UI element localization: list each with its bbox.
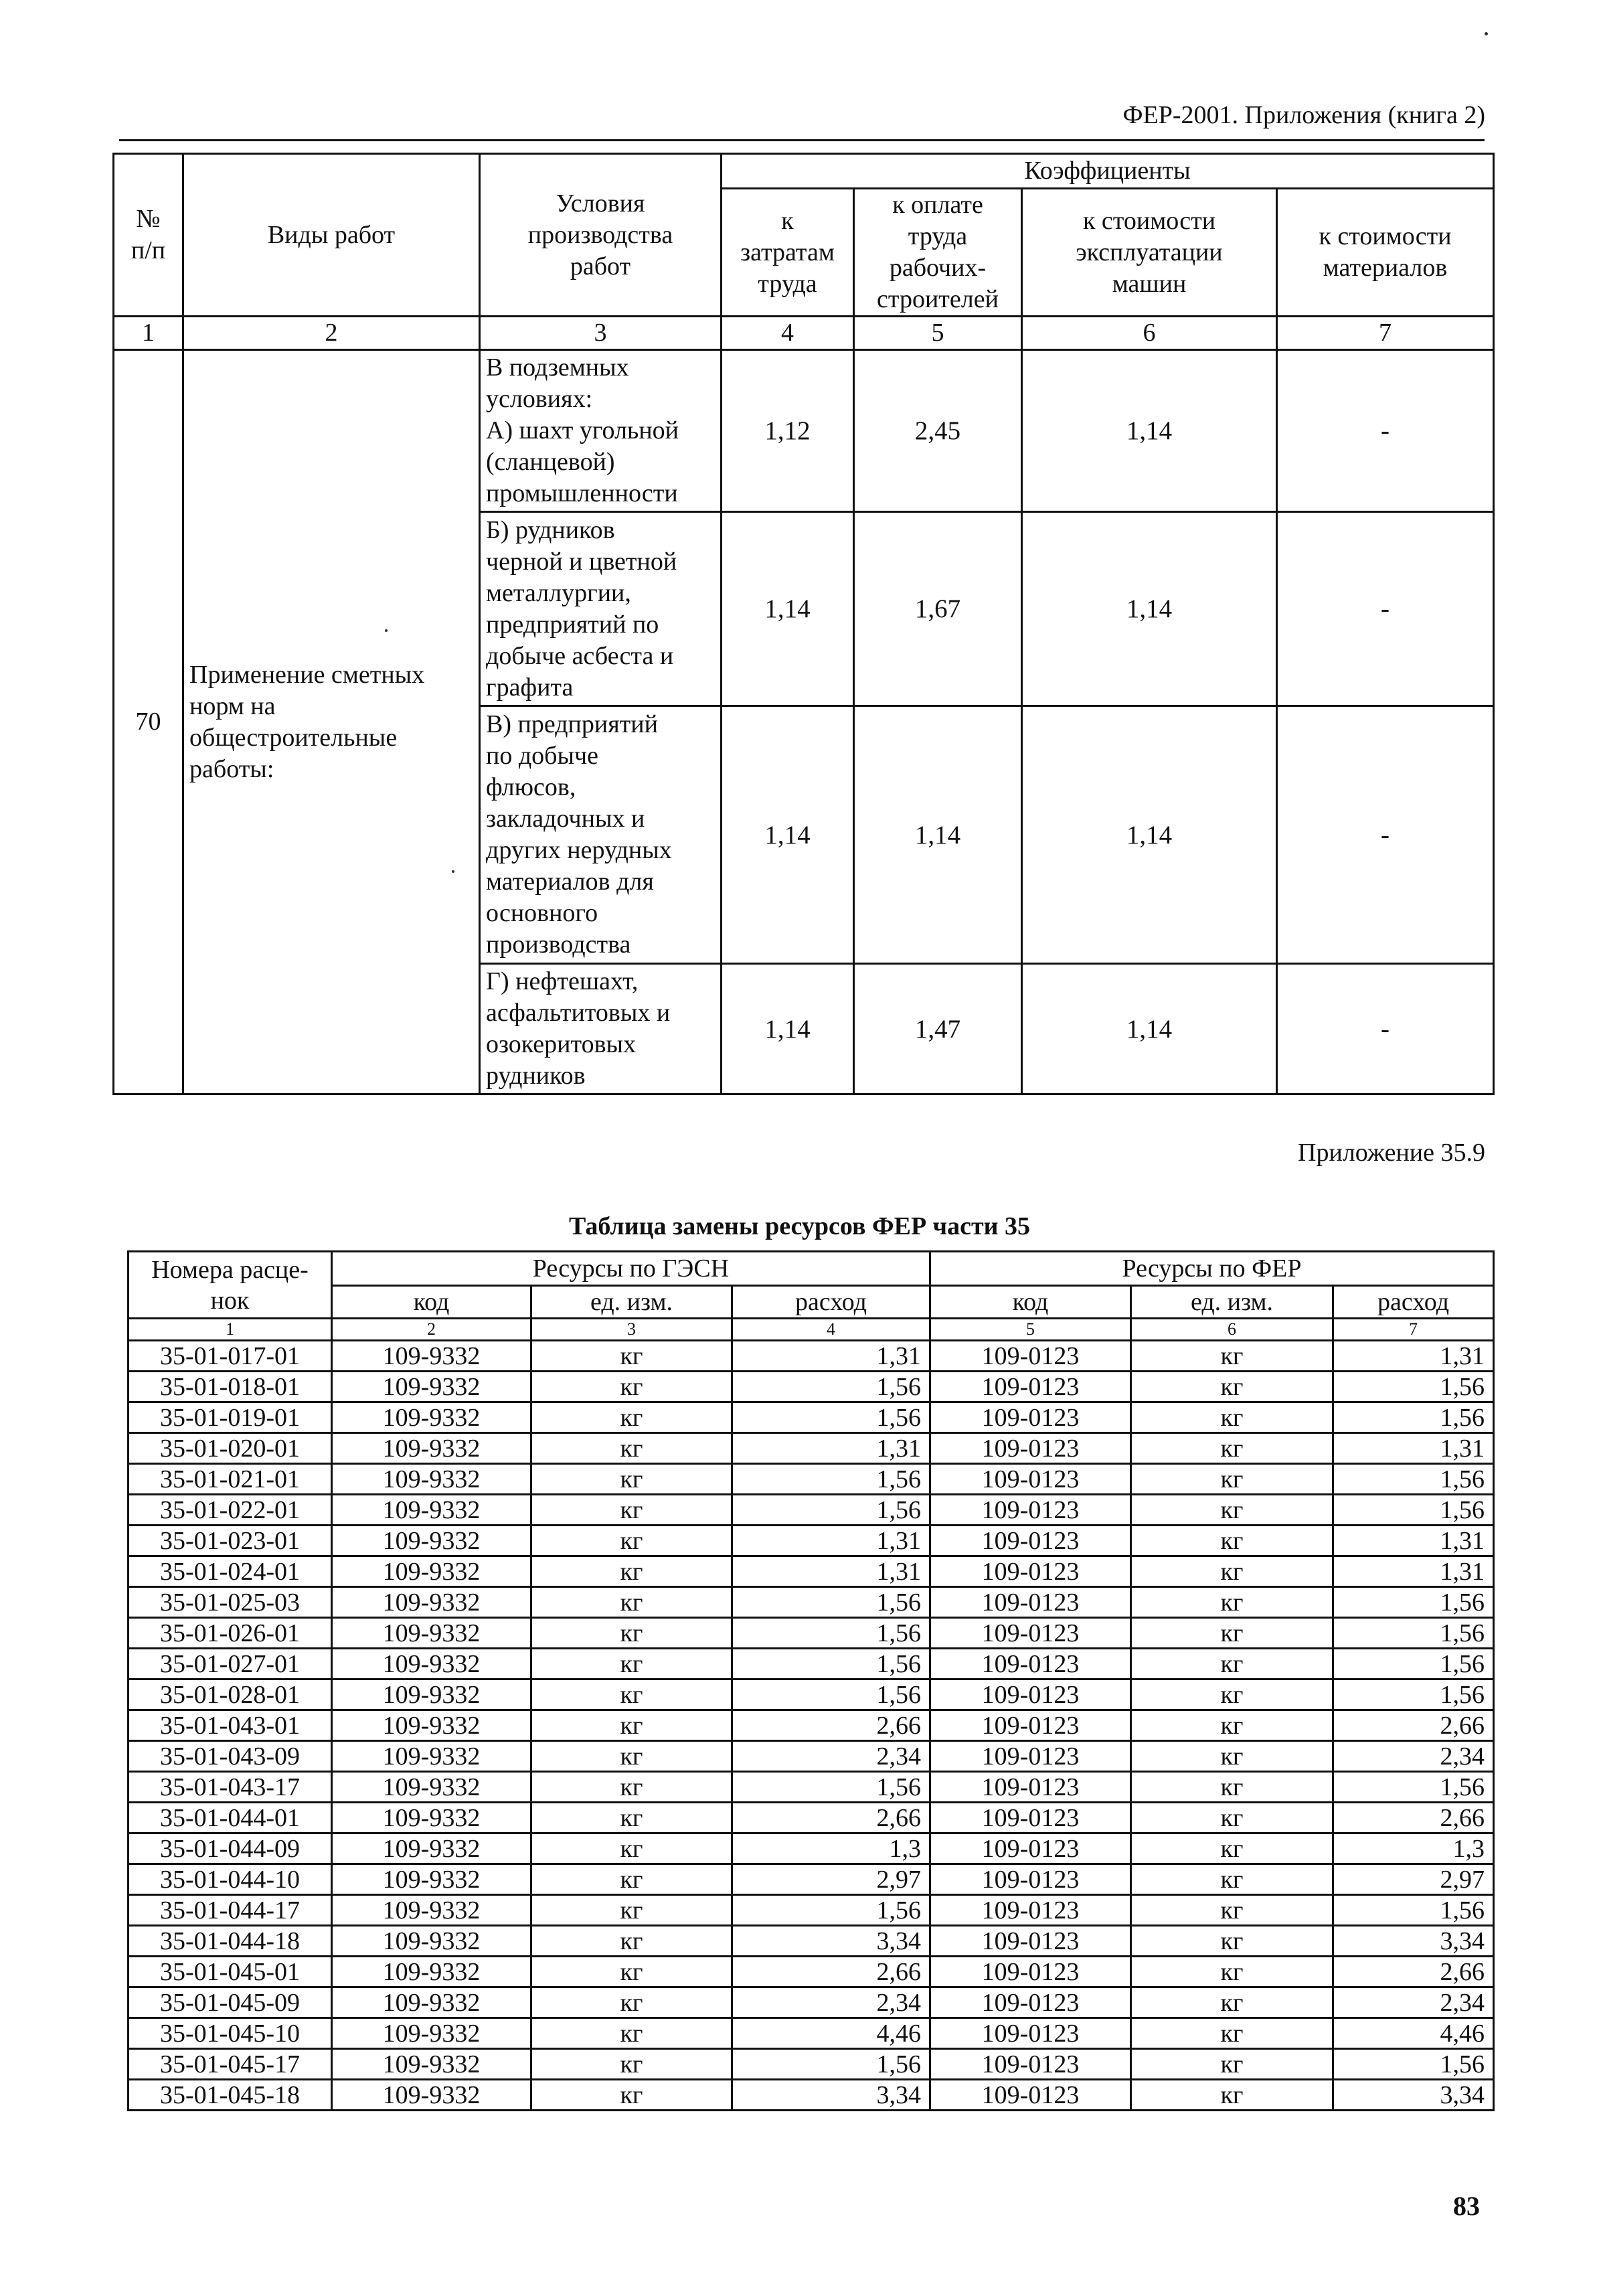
table-row: [129, 1895, 1494, 1926]
fer-unit: кг: [1131, 1772, 1333, 1803]
rate-number: 35-01-027-01: [129, 1649, 332, 1679]
fer-unit: кг: [1131, 1649, 1333, 1679]
fer-consumption: 1,56: [1333, 1618, 1494, 1649]
gesn-code: 109-9332: [332, 1957, 531, 1987]
gesn-code: 109-9332: [332, 1556, 531, 1587]
fer-code: 109-0123: [930, 1679, 1131, 1710]
gesn-unit: кг: [531, 1895, 732, 1926]
fer-unit: кг: [1131, 2018, 1333, 2049]
colnum: 4: [722, 317, 854, 350]
fer-unit: кг: [1131, 1341, 1333, 1372]
fer-code: 109-0123: [930, 1618, 1131, 1649]
fer-code: 109-0123: [930, 1495, 1131, 1526]
res-header-row: [129, 1252, 1494, 1286]
res-subheader-row: [129, 1286, 1494, 1319]
gesn-consumption: 4,46: [732, 2018, 930, 2049]
gesn-consumption: 1,56: [732, 1772, 930, 1803]
fer-unit: кг: [1131, 1556, 1333, 1587]
rate-number: 35-01-045-18: [129, 2080, 332, 2111]
coef-machines: 1,14: [1022, 964, 1277, 1094]
table-row: [129, 1372, 1494, 1402]
fer-consumption: 1,56: [1333, 1464, 1494, 1495]
header-gesn-consumption: расход: [732, 1286, 930, 1319]
fer-unit: кг: [1131, 1741, 1333, 1772]
fer-consumption: 2,66: [1333, 1710, 1494, 1741]
rate-number: 35-01-044-17: [129, 1895, 332, 1926]
gesn-code: 109-9332: [332, 1833, 531, 1864]
table-row: [129, 1341, 1494, 1372]
table-row: [129, 1679, 1494, 1710]
header-labor: к затратам труда: [722, 189, 854, 317]
fer-consumption: 1,56: [1333, 1649, 1494, 1679]
fer-code: 109-0123: [930, 1587, 1131, 1618]
fer-code: 109-0123: [930, 1433, 1131, 1464]
colnum: 1: [114, 317, 183, 350]
fer-unit: кг: [1131, 1372, 1333, 1402]
scan-speck: [1485, 32, 1488, 35]
colnum: 4: [732, 1319, 930, 1341]
fer-unit: кг: [1131, 1833, 1333, 1864]
table-row: [129, 1433, 1494, 1464]
gesn-unit: кг: [531, 2018, 732, 2049]
gesn-consumption: 1,31: [732, 1526, 930, 1556]
table-row: [129, 1618, 1494, 1649]
rate-number: 35-01-019-01: [129, 1402, 332, 1433]
appendix-label: Приложение 35.9: [1298, 1139, 1485, 1167]
rate-number: 35-01-023-01: [129, 1526, 332, 1556]
gesn-unit: кг: [531, 1741, 732, 1772]
page-number: 83: [1453, 2191, 1480, 2221]
gesn-code: 109-9332: [332, 1341, 531, 1372]
gesn-unit: кг: [531, 1433, 732, 1464]
fer-code: 109-0123: [930, 1649, 1131, 1679]
gesn-consumption: 2,34: [732, 1987, 930, 2018]
rate-number: 35-01-044-10: [129, 1864, 332, 1895]
gesn-consumption: 1,56: [732, 1649, 930, 1679]
rate-number: 35-01-017-01: [129, 1341, 332, 1372]
table-row: [129, 1526, 1494, 1556]
table-row: [129, 1495, 1494, 1526]
gesn-consumption: 3,34: [732, 1926, 930, 1957]
fer-code: 109-0123: [930, 1803, 1131, 1833]
gesn-code: 109-9332: [332, 1526, 531, 1556]
gesn-unit: кг: [531, 1372, 732, 1402]
rate-number: 35-01-020-01: [129, 1433, 332, 1464]
table-row: [129, 1587, 1494, 1618]
coef-machines: 1,14: [1022, 350, 1277, 512]
gesn-unit: кг: [531, 1679, 732, 1710]
gesn-code: 109-9332: [332, 1433, 531, 1464]
gesn-consumption: 2,66: [732, 1803, 930, 1833]
fer-consumption: 3,34: [1333, 1926, 1494, 1957]
header-fer-code: код: [930, 1286, 1131, 1319]
fer-code: 109-0123: [930, 2049, 1131, 2080]
coef-materials: -: [1277, 512, 1494, 706]
table-row: [129, 1833, 1494, 1864]
coef-labor: 1,14: [722, 512, 854, 706]
colnum: 6: [1022, 317, 1277, 350]
res-column-numbers: [129, 1319, 1494, 1341]
fer-unit: кг: [1131, 1495, 1333, 1526]
coef-labor: 1,14: [722, 706, 854, 964]
gesn-unit: кг: [531, 2049, 732, 2080]
gesn-consumption: 1,3: [732, 1833, 930, 1864]
fer-code: 109-0123: [930, 1464, 1131, 1495]
gesn-consumption: 1,56: [732, 1679, 930, 1710]
gesn-unit: кг: [531, 1526, 732, 1556]
fer-consumption: 2,66: [1333, 1803, 1494, 1833]
fer-consumption: 1,56: [1333, 1402, 1494, 1433]
fer-consumption: 1,56: [1333, 1772, 1494, 1803]
fer-consumption: 1,31: [1333, 1526, 1494, 1556]
header-rule: [119, 139, 1485, 141]
gesn-unit: кг: [531, 1987, 732, 2018]
gesn-code: 109-9332: [332, 1926, 531, 1957]
header-fer-consumption: расход: [1333, 1286, 1494, 1319]
gesn-code: 109-9332: [332, 1741, 531, 1772]
fer-unit: кг: [1131, 1710, 1333, 1741]
header-materials: к стоимости материалов: [1277, 189, 1494, 317]
colnum: 7: [1277, 317, 1494, 350]
header-wages: к оплате труда рабочих- строителей: [854, 189, 1022, 317]
res-body: [129, 1341, 1494, 2111]
gesn-unit: кг: [531, 1402, 732, 1433]
gesn-code: 109-9332: [332, 1649, 531, 1679]
coef-column-numbers: [114, 317, 1494, 350]
gesn-code: 109-9332: [332, 1710, 531, 1741]
fer-code: 109-0123: [930, 1833, 1131, 1864]
table-row: [129, 1926, 1494, 1957]
scan-speck: [452, 870, 454, 873]
gesn-code: 109-9332: [332, 1895, 531, 1926]
rate-number: 35-01-021-01: [129, 1464, 332, 1495]
fer-code: 109-0123: [930, 1741, 1131, 1772]
running-head: ФЕР-2001. Приложения (книга 2): [1122, 101, 1485, 129]
gesn-code: 109-9332: [332, 1372, 531, 1402]
rate-number: 35-01-045-09: [129, 1987, 332, 2018]
rate-number: 35-01-022-01: [129, 1495, 332, 1526]
rate-number: 35-01-018-01: [129, 1372, 332, 1402]
fer-code: 109-0123: [930, 1987, 1131, 2018]
coef-labor: 1,14: [722, 964, 854, 1094]
fer-consumption: 1,31: [1333, 1556, 1494, 1587]
gesn-unit: кг: [531, 1864, 732, 1895]
fer-consumption: 4,46: [1333, 2018, 1494, 2049]
coef-header-row: [114, 154, 1494, 189]
coef-wages: 1,14: [854, 706, 1022, 964]
fer-consumption: 1,56: [1333, 1495, 1494, 1526]
fer-consumption: 1,56: [1333, 1587, 1494, 1618]
fer-code: 109-0123: [930, 1772, 1131, 1803]
fer-code: 109-0123: [930, 1372, 1131, 1402]
coef-materials: -: [1277, 706, 1494, 964]
gesn-unit: кг: [531, 1464, 732, 1495]
gesn-code: 109-9332: [332, 1464, 531, 1495]
rate-number: 35-01-043-01: [129, 1710, 332, 1741]
coef-row: [114, 350, 1494, 512]
colnum: 2: [183, 317, 480, 350]
fer-consumption: 3,34: [1333, 2080, 1494, 2111]
header-gesn-unit: ед. изм.: [531, 1286, 732, 1319]
fer-code: 109-0123: [930, 2018, 1131, 2049]
fer-consumption: 2,97: [1333, 1864, 1494, 1895]
gesn-consumption: 1,31: [732, 1341, 930, 1372]
gesn-consumption: 1,56: [732, 1464, 930, 1495]
gesn-consumption: 1,56: [732, 1895, 930, 1926]
condition-text: В) предприятий по добыче флюсов, закладочных и других нерудных материалов для основного производства: [480, 706, 722, 964]
header-no: № п/п: [114, 154, 183, 317]
table-row: [129, 2049, 1494, 2080]
item-number: 70: [114, 350, 183, 1094]
header-gesn-code: код: [332, 1286, 531, 1319]
fer-consumption: 1,56: [1333, 1372, 1494, 1402]
coefficients-table: [112, 153, 1495, 1095]
table-title: Таблица замены ресурсов ФЕР части 35: [568, 1212, 1031, 1240]
fer-unit: кг: [1131, 1679, 1333, 1710]
gesn-code: 109-9332: [332, 1864, 531, 1895]
fer-consumption: 1,31: [1333, 1341, 1494, 1372]
coef-machines: 1,14: [1022, 512, 1277, 706]
colnum: 3: [531, 1319, 732, 1341]
fer-code: 109-0123: [930, 1710, 1131, 1741]
coef-materials: -: [1277, 350, 1494, 512]
rate-number: 35-01-026-01: [129, 1618, 332, 1649]
gesn-unit: кг: [531, 1618, 732, 1649]
colnum: 5: [930, 1319, 1131, 1341]
gesn-unit: кг: [531, 1341, 732, 1372]
coef-materials: -: [1277, 964, 1494, 1094]
rate-number: 35-01-045-10: [129, 2018, 332, 2049]
table-row: [129, 1957, 1494, 1987]
table-row: [129, 1741, 1494, 1772]
header-fer: Ресурсы по ФЕР: [930, 1252, 1494, 1286]
fer-unit: кг: [1131, 1587, 1333, 1618]
fer-unit: кг: [1131, 1864, 1333, 1895]
rate-number: 35-01-044-18: [129, 1926, 332, 1957]
condition-text: Б) рудников черной и цветной металлургии, предприятий по добыче асбеста и графита: [480, 512, 722, 706]
gesn-unit: кг: [531, 1587, 732, 1618]
gesn-unit: кг: [531, 1649, 732, 1679]
gesn-unit: кг: [531, 1803, 732, 1833]
gesn-code: 109-9332: [332, 1402, 531, 1433]
gesn-consumption: 2,66: [732, 1957, 930, 1987]
table-row: [129, 1864, 1494, 1895]
colnum: 1: [129, 1319, 332, 1341]
coef-wages: 1,67: [854, 512, 1022, 706]
fer-unit: кг: [1131, 1987, 1333, 2018]
fer-unit: кг: [1131, 1433, 1333, 1464]
gesn-code: 109-9332: [332, 1803, 531, 1833]
fer-consumption: 2,34: [1333, 1741, 1494, 1772]
gesn-unit: кг: [531, 1495, 732, 1526]
coef-wages: 1,47: [854, 964, 1022, 1094]
gesn-consumption: 2,66: [732, 1710, 930, 1741]
rate-number: 35-01-043-09: [129, 1741, 332, 1772]
gesn-consumption: 1,56: [732, 2049, 930, 2080]
colnum: 2: [332, 1319, 531, 1341]
gesn-code: 109-9332: [332, 2080, 531, 2111]
colnum: 7: [1333, 1319, 1494, 1341]
fer-unit: кг: [1131, 1464, 1333, 1495]
rate-number: 35-01-028-01: [129, 1679, 332, 1710]
gesn-consumption: 1,31: [732, 1556, 930, 1587]
gesn-consumption: 1,31: [732, 1433, 930, 1464]
table-row: [129, 1402, 1494, 1433]
fer-consumption: 1,56: [1333, 2049, 1494, 2080]
gesn-unit: кг: [531, 1833, 732, 1864]
gesn-unit: кг: [531, 2080, 732, 2111]
colnum: 3: [480, 317, 722, 350]
header-coefficients: Коэффициенты: [722, 154, 1494, 189]
fer-code: 109-0123: [930, 1957, 1131, 1987]
table-row: [129, 1803, 1494, 1833]
rate-number: 35-01-044-01: [129, 1803, 332, 1833]
fer-code: 109-0123: [930, 1895, 1131, 1926]
fer-unit: кг: [1131, 1926, 1333, 1957]
fer-unit: кг: [1131, 1895, 1333, 1926]
fer-code: 109-0123: [930, 1341, 1131, 1372]
rate-number: 35-01-044-09: [129, 1833, 332, 1864]
fer-consumption: 1,3: [1333, 1833, 1494, 1864]
gesn-consumption: 2,34: [732, 1741, 930, 1772]
fer-code: 109-0123: [930, 2080, 1131, 2111]
gesn-unit: кг: [531, 1710, 732, 1741]
rate-number: 35-01-025-03: [129, 1587, 332, 1618]
gesn-code: 109-9332: [332, 1495, 531, 1526]
header-kind-of-work: Виды работ: [183, 154, 480, 317]
fer-unit: кг: [1131, 1402, 1333, 1433]
fer-unit: кг: [1131, 2080, 1333, 2111]
fer-consumption: 1,56: [1333, 1895, 1494, 1926]
fer-code: 109-0123: [930, 1926, 1131, 1957]
table-row: [129, 2080, 1494, 2111]
rate-number: 35-01-043-17: [129, 1772, 332, 1803]
gesn-unit: кг: [531, 1772, 732, 1803]
header-conditions: Условия производства работ: [480, 154, 722, 317]
gesn-unit: кг: [531, 1556, 732, 1587]
header-gesn: Ресурсы по ГЭСН: [332, 1252, 930, 1286]
gesn-consumption: 1,56: [732, 1618, 930, 1649]
table-row: [129, 1772, 1494, 1803]
header-fer-unit: ед. изм.: [1131, 1286, 1333, 1319]
resource-replacement-table: [127, 1250, 1495, 2111]
fer-consumption: 1,56: [1333, 1679, 1494, 1710]
table-row: [129, 1710, 1494, 1741]
gesn-consumption: 1,56: [732, 1402, 930, 1433]
gesn-unit: кг: [531, 1926, 732, 1957]
gesn-code: 109-9332: [332, 2049, 531, 2080]
fer-unit: кг: [1131, 2049, 1333, 2080]
coef-wages: 2,45: [854, 350, 1022, 512]
gesn-code: 109-9332: [332, 2018, 531, 2049]
gesn-consumption: 3,34: [732, 2080, 930, 2111]
fer-unit: кг: [1131, 1618, 1333, 1649]
coef-labor: 1,12: [722, 350, 854, 512]
gesn-consumption: 2,97: [732, 1864, 930, 1895]
fer-code: 109-0123: [930, 1864, 1131, 1895]
condition-text: Г) нефтешахт, асфальтитовых и озокеритовых рудников: [480, 964, 722, 1094]
table-row: [129, 1987, 1494, 2018]
fer-code: 109-0123: [930, 1526, 1131, 1556]
rate-number: 35-01-045-01: [129, 1957, 332, 1987]
fer-unit: кг: [1131, 1803, 1333, 1833]
gesn-code: 109-9332: [332, 1618, 531, 1649]
gesn-consumption: 1,56: [732, 1372, 930, 1402]
table-row: [129, 2018, 1494, 2049]
rate-number: 35-01-024-01: [129, 1556, 332, 1587]
gesn-code: 109-9332: [332, 1987, 531, 2018]
colnum: 5: [854, 317, 1022, 350]
condition-text: В подземных условиях: А) шахт угольной (сланцевой) промышленности: [480, 350, 722, 512]
rate-number: 35-01-045-17: [129, 2049, 332, 2080]
kind-of-work: Применение сметных норм на общестроительные работы:: [183, 350, 480, 1094]
scan-speck: [385, 629, 388, 632]
gesn-code: 109-9332: [332, 1587, 531, 1618]
gesn-code: 109-9332: [332, 1679, 531, 1710]
table-row: [129, 1649, 1494, 1679]
table-row: [129, 1464, 1494, 1495]
table-row: [129, 1556, 1494, 1587]
fer-code: 109-0123: [930, 1556, 1131, 1587]
fer-consumption: 1,31: [1333, 1433, 1494, 1464]
fer-code: 109-0123: [930, 1402, 1131, 1433]
gesn-code: 109-9332: [332, 1772, 531, 1803]
header-machines: к стоимости эксплуатации машин: [1022, 189, 1277, 317]
gesn-consumption: 1,56: [732, 1587, 930, 1618]
fer-consumption: 2,66: [1333, 1957, 1494, 1987]
fer-consumption: 2,34: [1333, 1987, 1494, 2018]
header-rates: Номера расце- нок: [129, 1252, 332, 1319]
colnum: 6: [1131, 1319, 1333, 1341]
coef-machines: 1,14: [1022, 706, 1277, 964]
fer-unit: кг: [1131, 1957, 1333, 1987]
fer-unit: кг: [1131, 1526, 1333, 1556]
gesn-unit: кг: [531, 1957, 732, 1987]
gesn-consumption: 1,56: [732, 1495, 930, 1526]
